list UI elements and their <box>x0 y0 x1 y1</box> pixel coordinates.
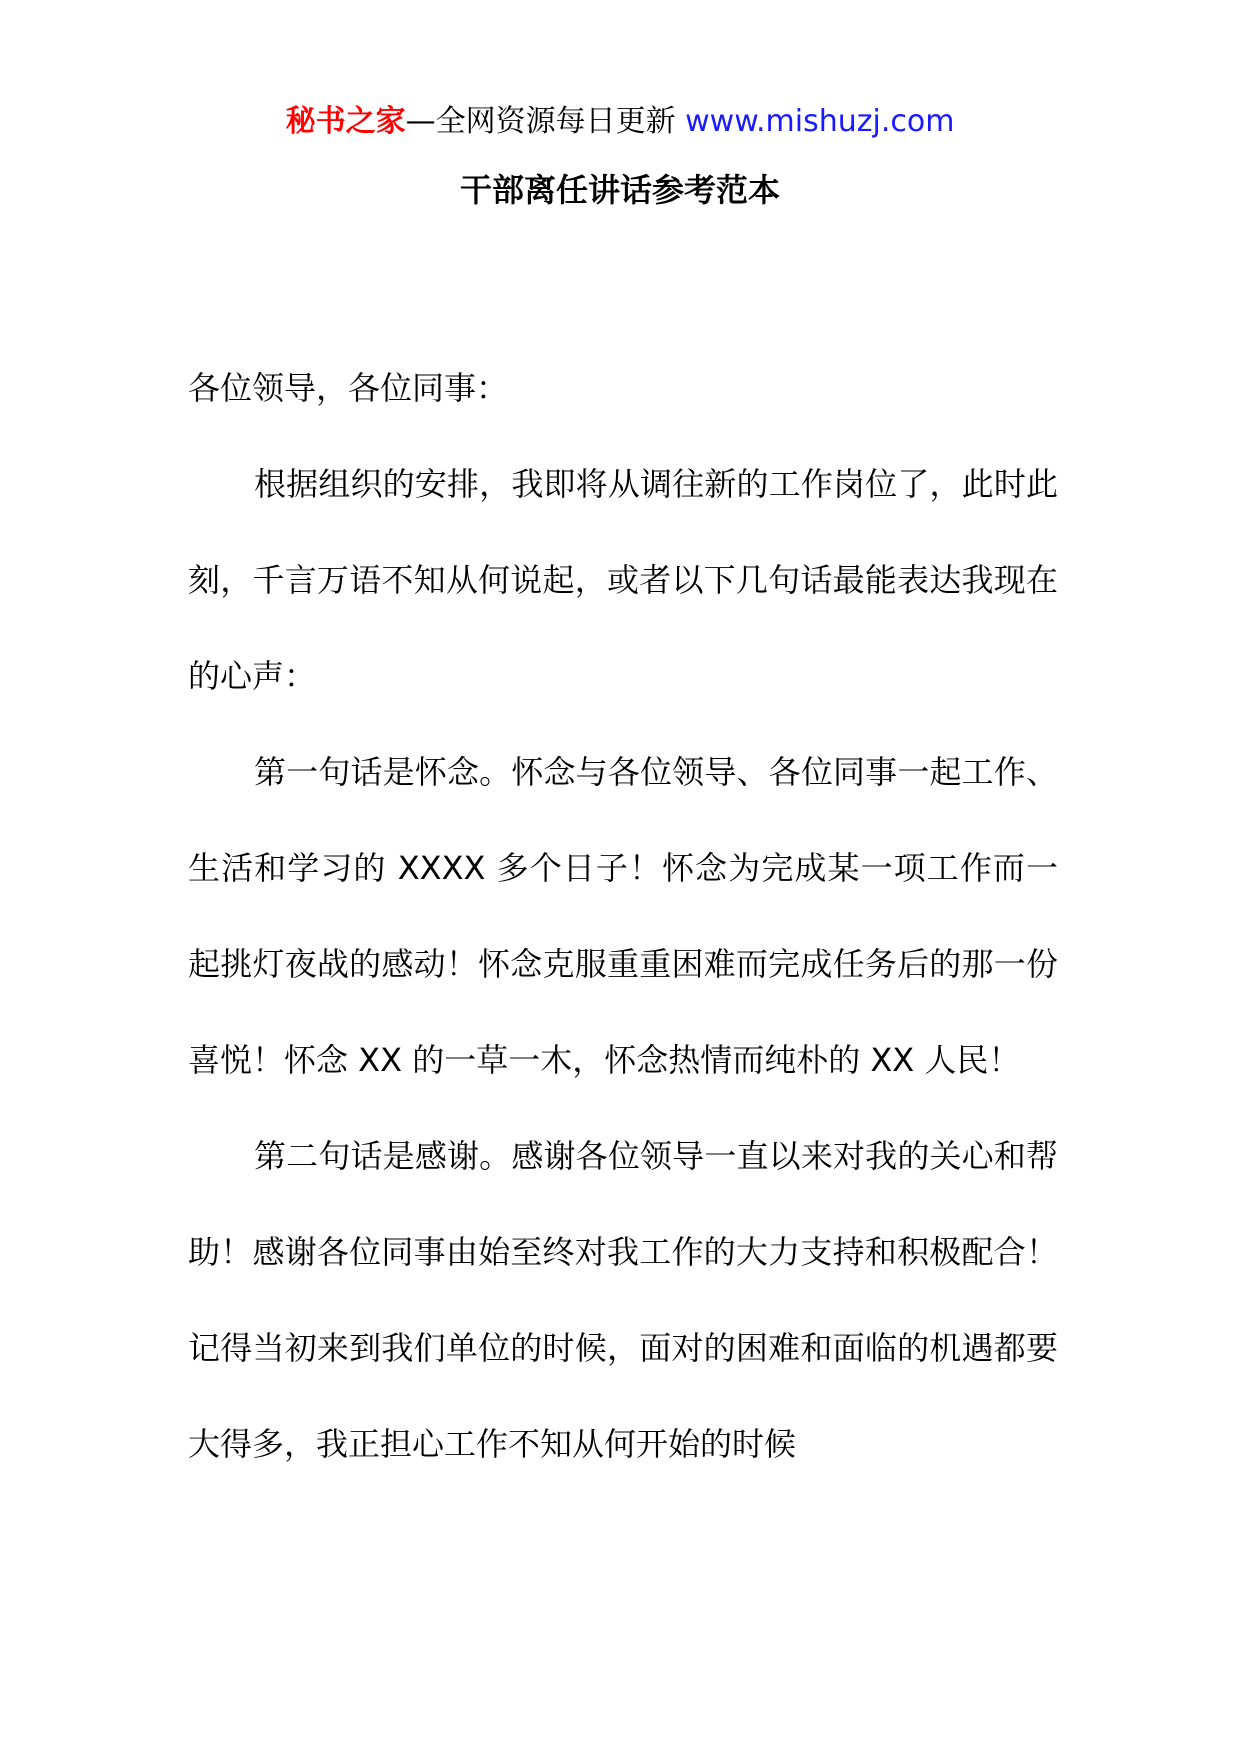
paragraph: 根据组织的安排，我即将从调往新的工作岗位了，此时此刻，千言万语不知从何说起，或者以下几句话最能表达我现在的心声： <box>188 465 1058 695</box>
greeting: 各位领导，各位同事： <box>188 369 509 407</box>
document-title: 干部离任讲话参考范本 <box>459 171 780 209</box>
site-link[interactable]: www.mishuzj.com <box>685 104 955 139</box>
site-header <box>0 100 1240 144</box>
header-tagline: —全网资源每日更新 <box>405 104 676 139</box>
document-body <box>188 340 1058 1492</box>
paragraph: 第二句话是感谢。感谢各位领导一直以来对我的关心和帮助！感谢各位同事由始至终对我工作的大力支持和积极配合！记得当初来到我们单位的时候，面对的困难和面临的机遇都要大得多，我正担心工作不知从何开始的时候 <box>188 1137 1058 1463</box>
brand-name: 秘书之家 <box>285 104 406 139</box>
paragraph: 第一句话是怀念。怀念与各位领导、各位同事一起工作、生活和学习的 XXXX 多个日子！怀念为完成某一项工作而一起挑灯夜战的感动！怀念克服重重困难而完成任务后的那一份喜悦！怀念 XX 的一草一木，怀念热情而纯朴的 XX 人民！ <box>188 753 1058 1079</box>
